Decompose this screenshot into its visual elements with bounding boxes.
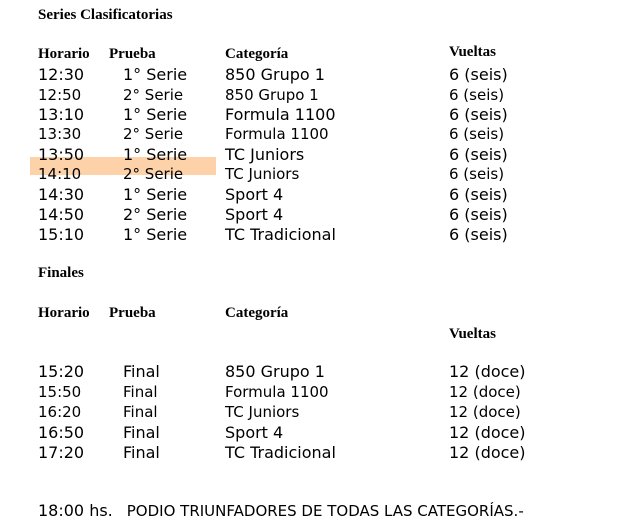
row-prueba: 1° Serie (123, 185, 188, 204)
row-categoria: Sport 4 (225, 185, 284, 204)
finales-title: Finales (38, 265, 84, 281)
row-categoria: Formula 1100 (225, 125, 329, 143)
row-categoria: TC Juniors (225, 145, 305, 164)
row-vueltas: 12 (doce) (449, 443, 526, 462)
finales-header-categoria: Categoría (225, 305, 289, 321)
row-horario: 14:10 (38, 165, 82, 183)
series-title: Series Clasificatorias (38, 7, 173, 23)
row-prueba: 2° Serie (123, 86, 184, 104)
finales-row (0, 443, 626, 463)
podio-text: PODIO TRIUNFADORES DE TODAS LAS CATEGORÍAS.- (126, 502, 524, 520)
finales-row (0, 403, 626, 423)
row-prueba: 2° Serie (123, 205, 188, 224)
row-vueltas: 12 (doce) (449, 383, 521, 401)
row-horario: 13:50 (38, 145, 85, 164)
podio-time: 18:00 hs. (38, 501, 113, 520)
row-categoria: 850 Grupo 1 (225, 86, 319, 104)
row-vueltas: 6 (seis) (449, 125, 505, 143)
row-prueba: 2° Serie (123, 125, 184, 143)
row-prueba: 1° Serie (123, 225, 188, 244)
finales-row (0, 383, 626, 403)
row-categoria: Formula 1100 (225, 105, 336, 124)
finales-header-prueba: Prueba (109, 305, 156, 321)
row-vueltas: 6 (seis) (449, 145, 508, 164)
row-categoria: TC Tradicional (225, 225, 336, 244)
podio-line (38, 501, 524, 520)
row-vueltas: 6 (seis) (449, 86, 505, 104)
row-prueba: 1° Serie (123, 105, 188, 124)
row-categoria: 850 Grupo 1 (225, 65, 325, 84)
row-vueltas: 6 (seis) (449, 225, 508, 244)
series-row (0, 225, 626, 245)
finales-row (0, 423, 626, 443)
series-row (0, 105, 626, 125)
series-header-prueba: Prueba (109, 46, 156, 62)
series-row (0, 145, 626, 165)
series-row (0, 185, 626, 205)
row-horario: 15:20 (38, 362, 85, 381)
row-prueba: Final (123, 383, 158, 401)
row-vueltas: 6 (seis) (449, 165, 505, 183)
row-prueba: Final (123, 362, 160, 381)
finales-header-vueltas: Vueltas (449, 326, 496, 342)
row-categoria: TC Juniors (225, 403, 300, 421)
row-categoria: TC Juniors (225, 165, 300, 183)
row-categoria: Formula 1100 (225, 383, 329, 401)
row-vueltas: 12 (doce) (449, 423, 526, 442)
series-header-vueltas: Vueltas (449, 44, 496, 60)
row-categoria: TC Tradicional (225, 443, 336, 462)
row-prueba: Final (123, 403, 158, 421)
row-prueba: 2° Serie (123, 165, 184, 183)
row-horario: 12:30 (38, 65, 85, 84)
series-header-categoria: Categoría (225, 46, 289, 62)
row-horario: 16:50 (38, 423, 85, 442)
series-header-horario: Horario (38, 46, 90, 62)
row-horario: 13:30 (38, 125, 82, 143)
row-horario: 17:20 (38, 443, 85, 462)
row-prueba: Final (123, 423, 160, 442)
row-horario: 12:50 (38, 86, 82, 104)
series-row (0, 205, 626, 225)
finales-header-horario: Horario (38, 305, 90, 321)
row-horario: 15:10 (38, 225, 85, 244)
row-categoria: 850 Grupo 1 (225, 362, 325, 381)
row-categoria: Sport 4 (225, 205, 284, 224)
row-categoria: Sport 4 (225, 423, 284, 442)
series-row (0, 125, 626, 145)
row-vueltas: 12 (doce) (449, 403, 521, 421)
row-horario: 14:30 (38, 185, 85, 204)
series-row (0, 86, 626, 106)
row-horario: 15:50 (38, 383, 82, 401)
finales-row (0, 362, 626, 382)
row-prueba: Final (123, 443, 160, 462)
row-horario: 14:50 (38, 205, 85, 224)
row-horario: 13:10 (38, 105, 85, 124)
series-row (0, 65, 626, 85)
series-row (0, 165, 626, 185)
row-prueba: 1° Serie (123, 145, 188, 164)
row-vueltas: 6 (seis) (449, 65, 508, 84)
row-horario: 16:20 (38, 403, 82, 421)
row-vueltas: 6 (seis) (449, 205, 508, 224)
row-vueltas: 6 (seis) (449, 105, 508, 124)
row-vueltas: 12 (doce) (449, 362, 526, 381)
row-vueltas: 6 (seis) (449, 185, 508, 204)
row-prueba: 1° Serie (123, 65, 188, 84)
